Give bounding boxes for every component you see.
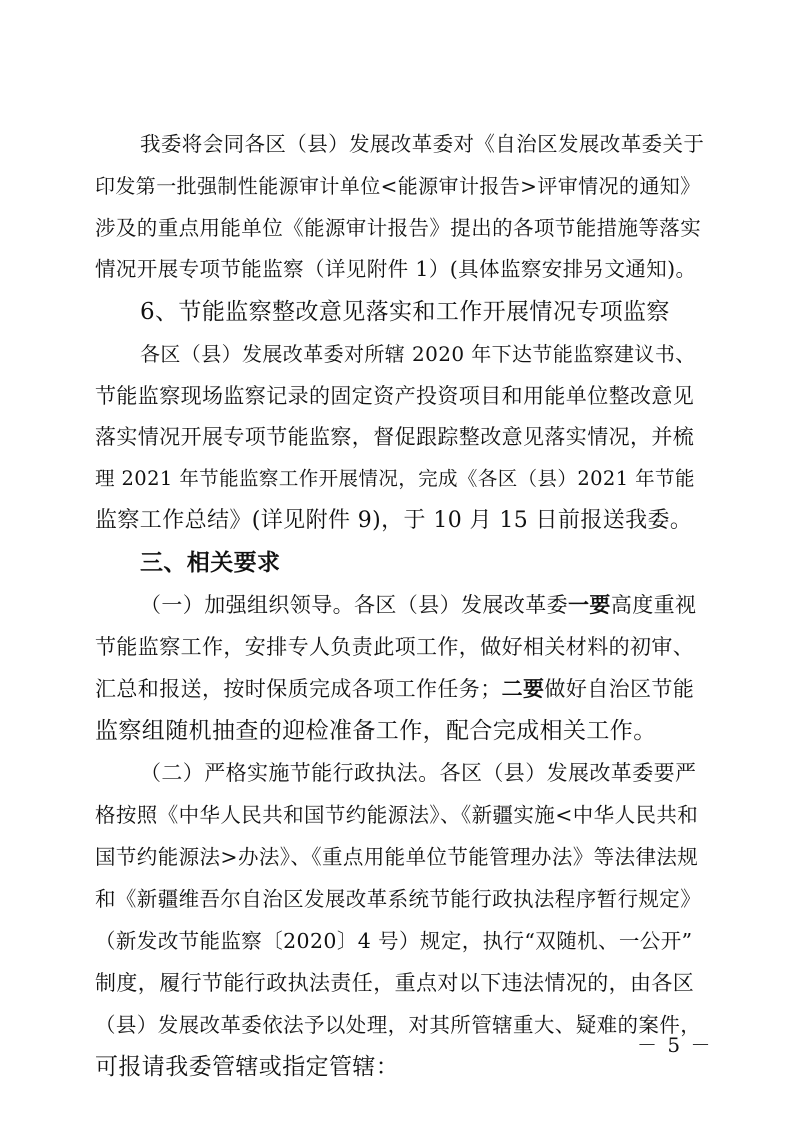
emphasis-text: 一要 (568, 592, 611, 617)
paragraph-text: 做好自治区节能 (544, 677, 695, 701)
item-6-heading: 6、节能监察整改意见落实和工作开展情况专项监察 (140, 299, 670, 325)
section-heading: 三、相关要求 (140, 549, 281, 576)
paragraph-text: 汇总和报送，按时保质完成各项工作任务； (95, 677, 502, 701)
paragraph-line: 监察组随机抽查的迎检准备工作，配合完成相关工作。 (95, 718, 657, 744)
paragraph-line: 我委将会同各区（县）发展改革委对《自治区发展改革委关于 (140, 132, 705, 156)
paragraph-line: 涉及的重点用能单位《能源审计报告》提出的各项节能措施等落实 (95, 216, 702, 240)
paragraph-line: 国节约能源法>办法》、《重点用能单位节能管理办法》等法律法规 (95, 845, 699, 869)
paragraph-line: 理 2021 年节能监察工作开展情况，完成《各区（县）2021 年节能 (95, 467, 695, 490)
paragraph-line: 情况开展专项节能监察（详见附件 1）(具体监察安排另文通知)。 (95, 257, 697, 281)
paragraph-line (95, 674, 694, 704)
paragraph-text: 高度重视 (610, 593, 697, 617)
paragraph-line: 落实情况开展专项节能监察，督促跟踪整改意见落实情况，并梳 (95, 425, 695, 449)
paragraph-line: （二）严格实施节能行政执法。各区（县）发展改革委要严 (140, 761, 697, 785)
paragraph-line (140, 590, 696, 620)
paragraph-line: 节能监察工作，安排专人负责此项工作，做好相关材料的初审、 (95, 635, 695, 659)
paragraph-line: 节能监察现场监察记录的固定资产投资项目和用能单位整改意见 (95, 384, 695, 408)
paragraph-line: 和《新疆维吾尔自治区发展改革系统节能行政执法程序暂行规定》 (95, 887, 702, 911)
page-number: － 5 － (637, 1033, 713, 1057)
paragraph-line: 各区（县）发展改革委对所辖 2020 年下达节能监察建议书、 (140, 342, 696, 366)
paragraph-line: 印发第一批强制性能源审计单位<能源审计报告>评审情况的通知》 (95, 174, 701, 198)
paragraph-line: 格按照《中华人民共和国节约能源法》、《新疆实施<中华人民共和 (95, 803, 699, 827)
paragraph-line: 制度，履行节能行政执法责任，重点对以下违法情况的，由各区 (95, 971, 695, 995)
paragraph-line: 监察工作总结》(详见附件 9)，于 10 月 15 日前报送我委。 (95, 508, 693, 533)
paragraph-line: （县）发展改革委依法予以处理，对其所管辖重大、疑难的案件， (95, 1013, 702, 1037)
paragraph-text: （一）加强组织领导。各区（县）发展改革委 (140, 593, 568, 617)
paragraph-line: （新发改节能监察〔2020〕4 号）规定，执行“双随机、一公开” (95, 929, 693, 953)
paragraph-line: 可报请我委管辖或指定管辖： (95, 1054, 400, 1080)
emphasis-text: 二要 (501, 676, 545, 701)
